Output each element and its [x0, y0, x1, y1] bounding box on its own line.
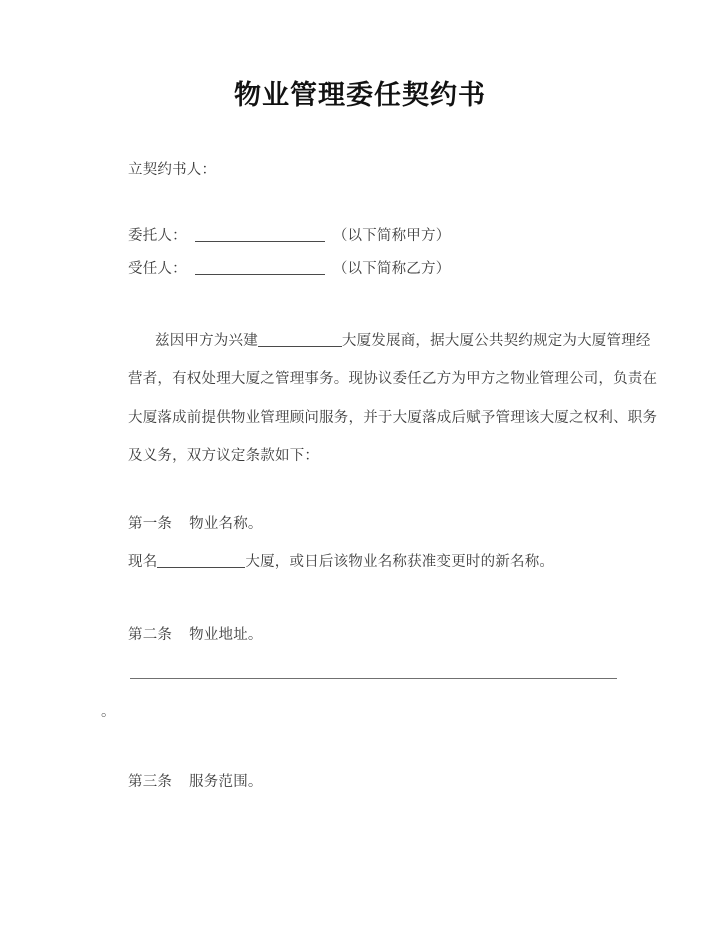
article-2-heading: 物业地址。 [189, 627, 263, 643]
parties-heading: 立契约书人： [128, 162, 217, 178]
party-suffix-entrustor: （以下简称甲方） [332, 228, 451, 244]
preamble-line-1 [155, 331, 651, 351]
article-3-number: 第三条 [128, 774, 173, 790]
entrustor-blank-field[interactable] [195, 227, 325, 242]
article-1-text-after-blank: 大厦，或日后该物业名称获准变更时的新名称。 [245, 554, 555, 570]
article-1-heading: 物业名称。 [189, 516, 263, 532]
article-1-body [128, 552, 554, 572]
party-suffix-trustee: （以下简称乙方） [332, 261, 451, 277]
building-name-blank-field[interactable] [258, 332, 342, 347]
preamble-text-before-blank: 兹因甲方为兴建 [155, 333, 258, 349]
page-title: 物业管理委任契约书 [234, 80, 486, 110]
party-label-trustee: 受任人： [128, 261, 187, 277]
party-row-trustee [128, 259, 450, 279]
party-row-entrustor [128, 226, 450, 246]
article-2-trailing-period: 。 [101, 704, 116, 720]
property-address-blank-rule[interactable] [130, 678, 617, 679]
preamble-line-4: 及义务，双方议定条款如下： [128, 448, 320, 464]
article-2-number: 第二条 [128, 627, 173, 643]
preamble-line-2: 营者，有权处理大厦之管理事务。现协议委任乙方为甲方之物业管理公司，负责在 [128, 371, 658, 387]
party-label-entrustor: 委托人： [128, 228, 187, 244]
article-1-text-before-blank: 现名 [128, 554, 158, 570]
preamble-line-3: 大厦落成前提供物业管理顾问服务，并于大厦落成后赋予管理该大厦之权利、职务 [128, 410, 658, 426]
article-2-title [128, 625, 263, 645]
trustee-blank-field[interactable] [195, 260, 325, 275]
preamble-text-after-blank: 大厦发展商，据大厦公共契约规定为大厦管理经 [341, 333, 651, 349]
article-1-title [128, 514, 263, 534]
article-3-heading: 服务范围。 [189, 774, 263, 790]
article-3-title [128, 772, 263, 792]
article-1-number: 第一条 [128, 516, 173, 532]
property-name-blank-field[interactable] [157, 553, 245, 568]
